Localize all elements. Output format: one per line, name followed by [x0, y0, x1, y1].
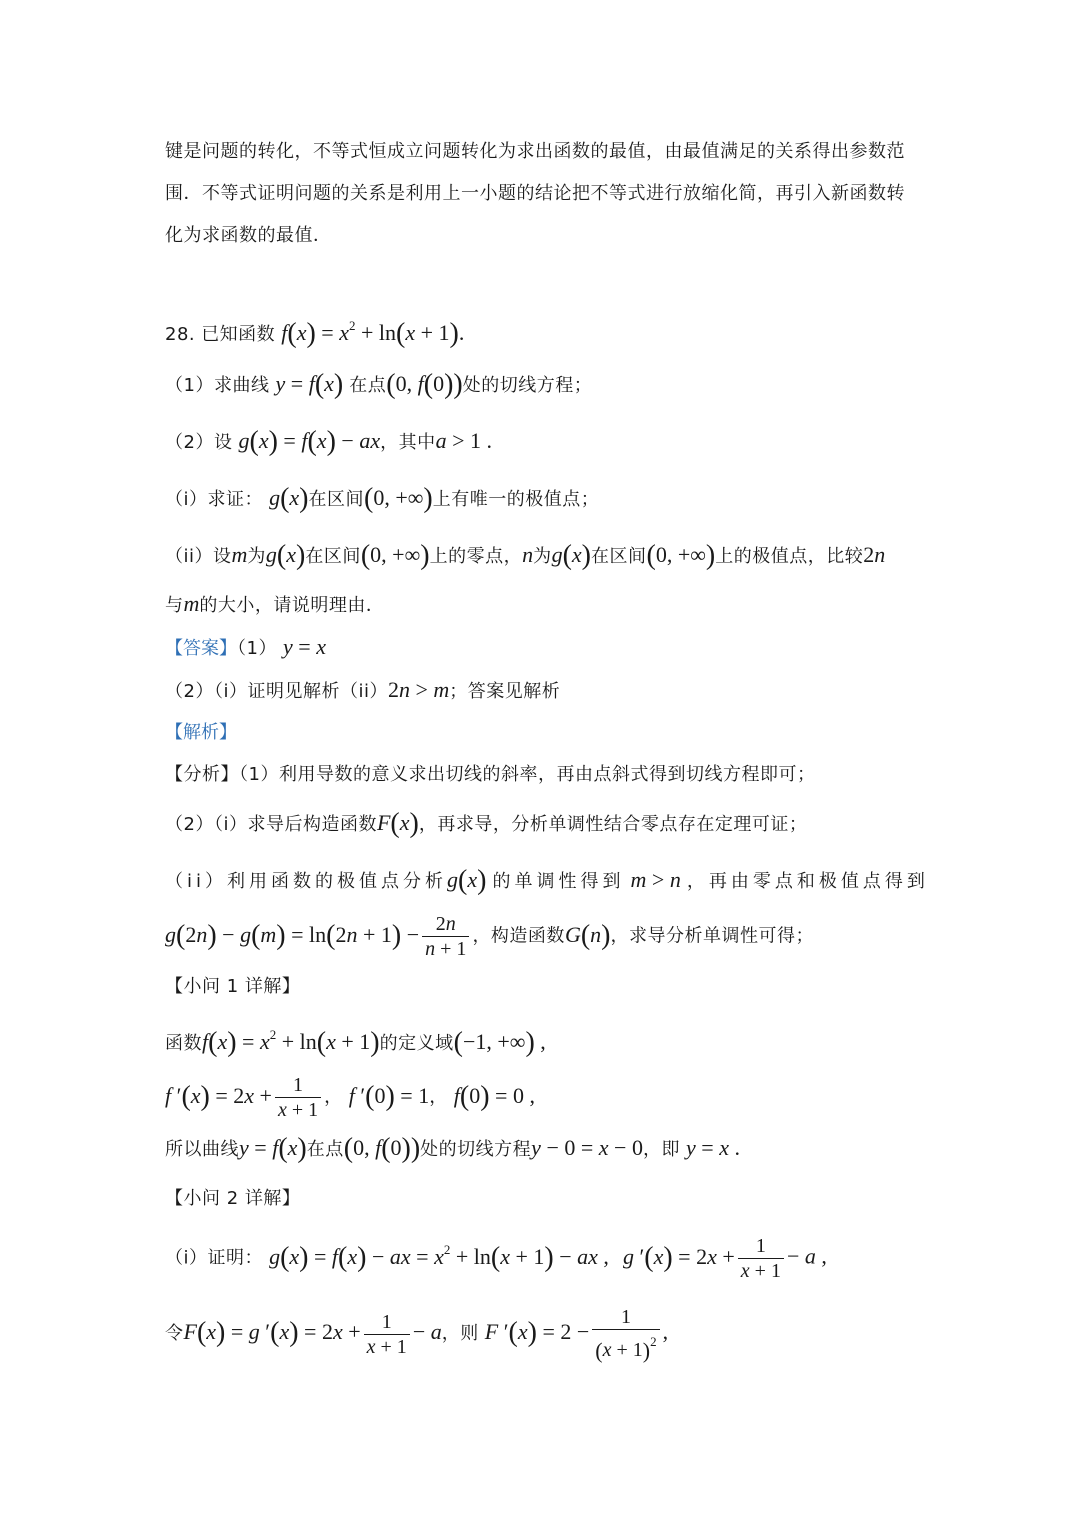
part-2-i: （i）求证： g(x)在区间(0, +∞)上有唯一的极值点； [165, 483, 600, 514]
detail-1-line-2: f ′(x) = 2x + $\frac{1}{x + 1}$ ， f ′(0) = 1， f(0) = 0 , [165, 1074, 535, 1121]
detail-2-line-1: （i）证明： g(x) = f(x) − ax = $x^2 + \ln(x + 1)$ − ax , g ′(x) = 2x + $\frac{1}{x + 1}$ − a , [165, 1235, 827, 1282]
answer-line-2: （2）（i）证明见解析（ii）2n > m；答案见解析 [165, 677, 561, 702]
fenxi-line-3: （ii）利用函数的极值点分析g(x) 的单调性得到 m > n ，再由零点和极值点得到 [165, 865, 929, 896]
detail-1-line-1: 函数$f(x) = x^2 + \ln(x + 1)$的定义域(−1, +∞) , [165, 1027, 546, 1058]
problem-number: 28. [165, 324, 196, 345]
part-1: （1）求曲线 y = f(x) 在点(0, f(0))处的切线方程； [165, 369, 593, 400]
part-2-ii-cont: 与m的大小，请说明理由． [165, 591, 385, 616]
fenxi-line-4: g(2n) − g(m) = ln(2n + 1) − $\frac{2n}{n + 1}$ ，构造函数G(n)，求导分析单调性可得； [165, 913, 814, 960]
intro-line-2: 围．不等式证明问题的关系是利用上一小题的结论把不等式进行放缩化简，再引入新函数转 [165, 183, 905, 204]
intro-line-1: 键是问题的转化，不等式恒成立问题转化为求出函数的最值，由最值满足的关系得出参数范 [165, 141, 905, 162]
fenxi-line-1: 【分析】（1）利用导数的意义求出切线的斜率，再由点斜式得到切线方程即可； [165, 764, 816, 785]
detail-1-line-3: 所以曲线y = f(x)在点(0, f(0))处的切线方程y − 0 = x − 0，即 y = x . [165, 1133, 740, 1164]
answer-tag: 【答案】 [165, 638, 237, 659]
analysis-tag: 【解析】 [165, 722, 237, 743]
part-2: （2）设 g(x) = f(x) − ax，其中a > 1 . [165, 426, 492, 457]
detail-1-tag: 【小问 1 详解】 [165, 976, 301, 997]
fenxi-line-2: （2）（i）求导后构造函数F(x)，再求导，分析单调性结合零点存在定理可证； [165, 808, 808, 839]
intro-line-3: 化为求函数的最值． [165, 225, 332, 246]
problem-stem: 28. 已知函数 $f(x) = x^2 + \ln(x + 1)$. [165, 318, 465, 349]
part-2-ii: （ii）设m为g(x)在区间(0, +∞)上的零点，n为g(x)在区间(0, +∞)上的极值点，比较2n [165, 540, 886, 571]
problem-formula: $f(x) = x^2 + \ln(x + 1)$. [281, 318, 465, 349]
detail-2-tag: 【小问 2 详解】 [165, 1188, 301, 1209]
detail-2-line-2: 令F(x) = g ′(x) = 2x + $\frac{1}{x + 1}$ − a，则 F ′(x) = 2 − $\frac{1}{(x + 1)^2}$ , [165, 1306, 669, 1363]
answer-line-1: 【答案】（1） y = x [165, 634, 326, 659]
